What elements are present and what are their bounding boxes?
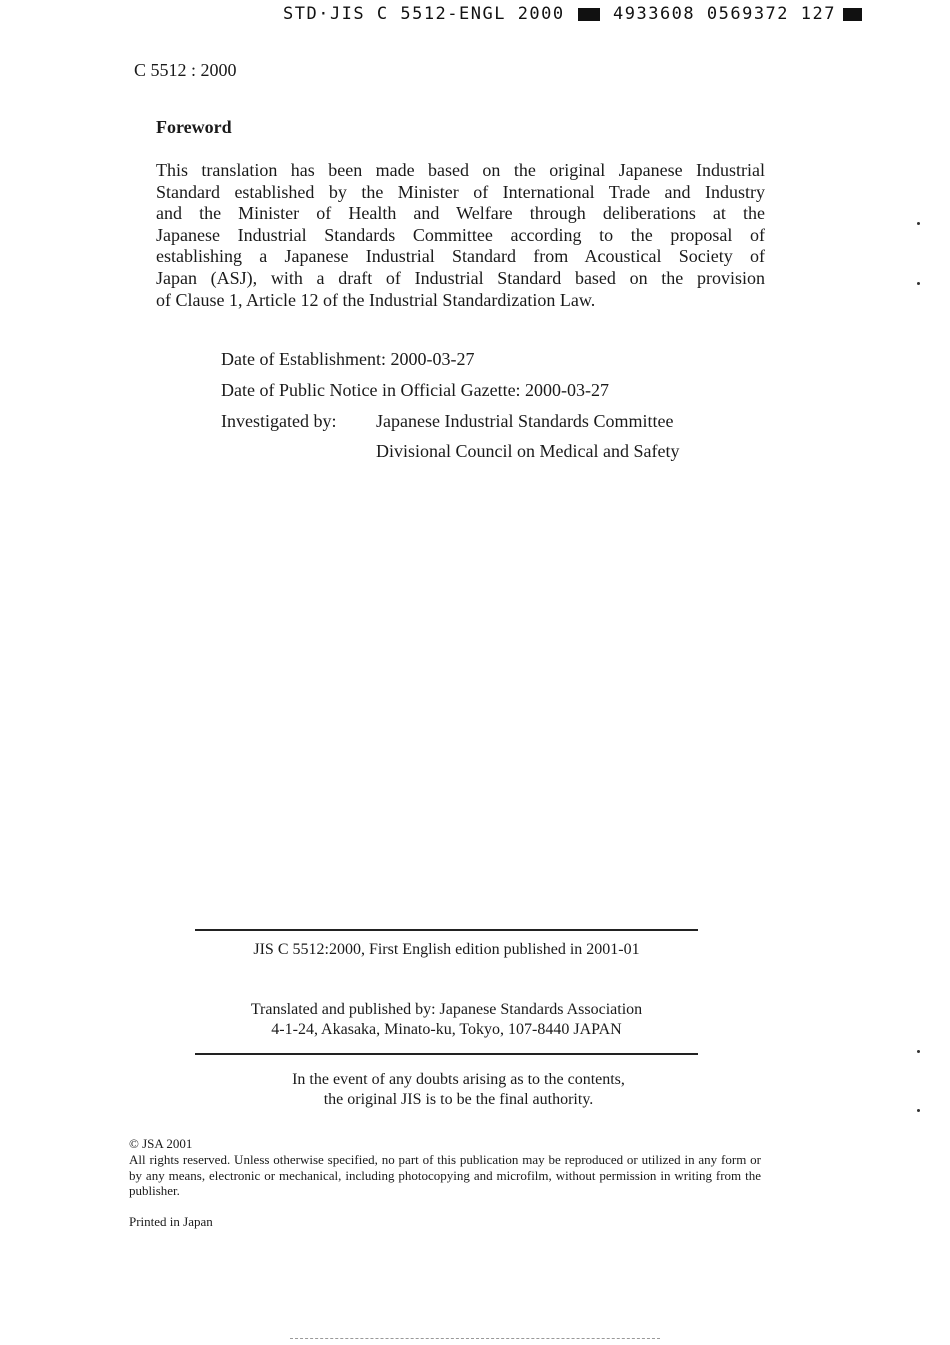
copyright-notice: © JSA 2001 (129, 1136, 193, 1151)
scan-speck (917, 1109, 920, 1112)
foreword-body (156, 160, 765, 311)
investigated-by-council: Divisional Council on Medical and Safety (376, 441, 680, 461)
document-code: C 5512 : 2000 (134, 60, 237, 80)
authority-note-line2: the original JIS is to be the final authority. (323, 1091, 594, 1108)
foreword-line: Japan (ASJ), with a draft of Industrial Standard based on the provision (156, 267, 765, 288)
section-title: Foreword (156, 117, 232, 137)
foreword-line: This translation has been made based on the original Japanese Industrial (156, 160, 765, 180)
authority-note-line1: In the event of any doubts arising as to the contents, (292, 1071, 625, 1088)
scan-speck (917, 222, 920, 225)
investigated-by-label: Investigated by: (221, 411, 337, 431)
scan-barcode-numbers: 4933608 0569372 127 (613, 4, 836, 24)
edition-note: JIS C 5512:2000, First English edition published in 2001-01 (253, 941, 640, 958)
foreword-line: Standard established by the Minister of International Trade and Industry (156, 181, 765, 202)
foreword-line: establishing a Japanese Industrial Standard from Acoustical Society of (156, 246, 765, 267)
scan-block-mark (843, 8, 862, 21)
scan-speck (917, 282, 920, 285)
scan-speck (917, 1050, 920, 1053)
divider-bottom (195, 1053, 698, 1055)
scan-edge-noise (290, 1338, 660, 1339)
publisher-note: Translated and published by: Japanese Standards Association (250, 1001, 643, 1018)
scan-block-mark (578, 8, 600, 21)
publisher-address: 4-1-24, Akasaka, Minato-ku, Tokyo, 107-8440 JAPAN (271, 1021, 622, 1038)
date-of-public-notice: Date of Public Notice in Official Gazette: 2000-03-27 (221, 380, 610, 400)
foreword-line: Japanese Industrial Standards Committee according to the proposal of (156, 224, 765, 245)
investigated-by-committee: Japanese Industrial Standards Committee (376, 411, 674, 431)
foreword-line: and the Minister of Health and Welfare through deliberations at the (156, 203, 765, 224)
scan-header (0, 2, 950, 26)
date-of-establishment: Date of Establishment: 2000-03-27 (221, 349, 475, 369)
printed-in-note: Printed in Japan (129, 1214, 213, 1229)
divider-top (195, 929, 698, 931)
rights-statement: All rights reserved. Unless otherwise specified, no part of this publication may be reproduced or utilized in any form or by any means, electronic or mechanical, including photocopying and microfilm, without permission in writing from the publisher. (129, 1152, 761, 1198)
foreword-line: of Clause 1, Article 12 of the Industrial Standardization Law. (156, 289, 596, 310)
scan-doc-id: STD·JIS C 5512-ENGL 2000 (283, 4, 565, 24)
